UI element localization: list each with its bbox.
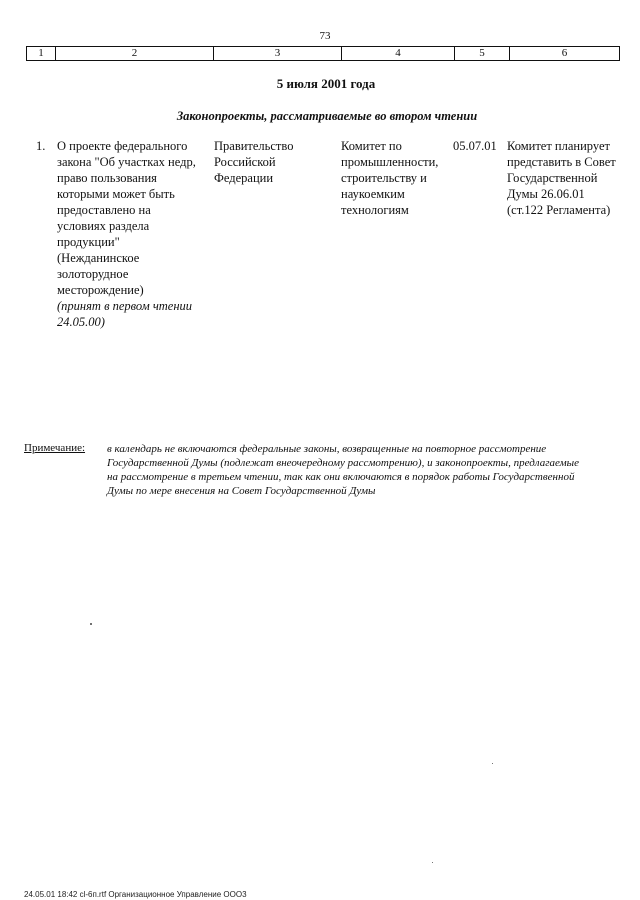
section-heading: Законопроекты, рассматриваемые во втором чтении (176, 109, 478, 123)
committee-line: промышленности, (341, 155, 439, 169)
column-number-5: 5 (455, 47, 510, 61)
document-footer: 24.05.01 18:42 cl-6п.rtf Организационное Управление ООО3 (24, 890, 247, 899)
entry-number: 1. (36, 139, 46, 153)
plan-line: Комитет планирует (507, 139, 610, 153)
initiator-line: Федерации (214, 171, 274, 185)
entry-bill-title (57, 138, 207, 330)
bill-title-line: право пользования (57, 171, 157, 185)
first-reading-note-line: (принят в первом чтении (57, 299, 193, 313)
scan-speck (432, 862, 433, 863)
note-line: в календарь не включаются федеральные законы, возвращенные на повторное рассмотрение (107, 443, 547, 455)
entry-plan (507, 138, 627, 218)
page-number: 73 (319, 30, 331, 42)
bill-title-line: золоторудное (57, 267, 129, 281)
bill-title-line: предоставлено на (57, 203, 151, 217)
note-line: Государственной Думы (подлежат внеочередному рассмотрению), и законопроекты, предлагаемые (107, 457, 579, 469)
plan-line: представить в Совет (507, 155, 616, 169)
bill-title-line: (Нежданинское (57, 251, 140, 265)
bill-title-line: месторождение) (57, 283, 144, 297)
committee-line: Комитет по (341, 139, 402, 153)
initiator-line: Правительство (214, 139, 294, 153)
scan-speck (492, 763, 493, 764)
note-text (107, 442, 627, 498)
plan-line: (ст.122 Регламента) (507, 203, 611, 217)
bill-title-line: продукции" (57, 235, 120, 249)
committee-line: технологиям (341, 203, 409, 217)
entry-committee (341, 138, 451, 218)
bill-title-line: О проекте федерального (57, 139, 188, 153)
column-number-4: 4 (342, 47, 455, 61)
bill-title-line: которыми может быть (57, 187, 175, 201)
session-date: 5 июля 2001 года (276, 76, 376, 91)
scan-speck (90, 623, 92, 625)
column-number-1: 1 (27, 47, 56, 61)
note-label: Примечание: (24, 442, 86, 454)
bill-title-line: условиях раздела (57, 219, 150, 233)
entry-date: 05.07.01 (453, 139, 497, 153)
plan-line: Государственной (507, 171, 598, 185)
initiator-line: Российской (214, 155, 276, 169)
bill-title-line: закона "Об участках недр, (57, 155, 196, 169)
note-line: Думы по мере внесения на Совет Государственной Думы (107, 485, 376, 497)
first-reading-note-line: 24.05.00) (57, 315, 105, 329)
column-number-3: 3 (214, 47, 342, 61)
entry-initiator (214, 138, 329, 186)
plan-line: Думы 26.06.01 (507, 187, 585, 201)
column-number-6: 6 (510, 47, 620, 61)
column-number-2: 2 (56, 47, 214, 61)
committee-line: строительству и (341, 171, 427, 185)
committee-line: наукоемким (341, 187, 405, 201)
note-line: на рассмотрение в третьем чтении, так как они включаются в порядок работы Государственной (107, 471, 575, 483)
column-number-header (26, 46, 620, 61)
